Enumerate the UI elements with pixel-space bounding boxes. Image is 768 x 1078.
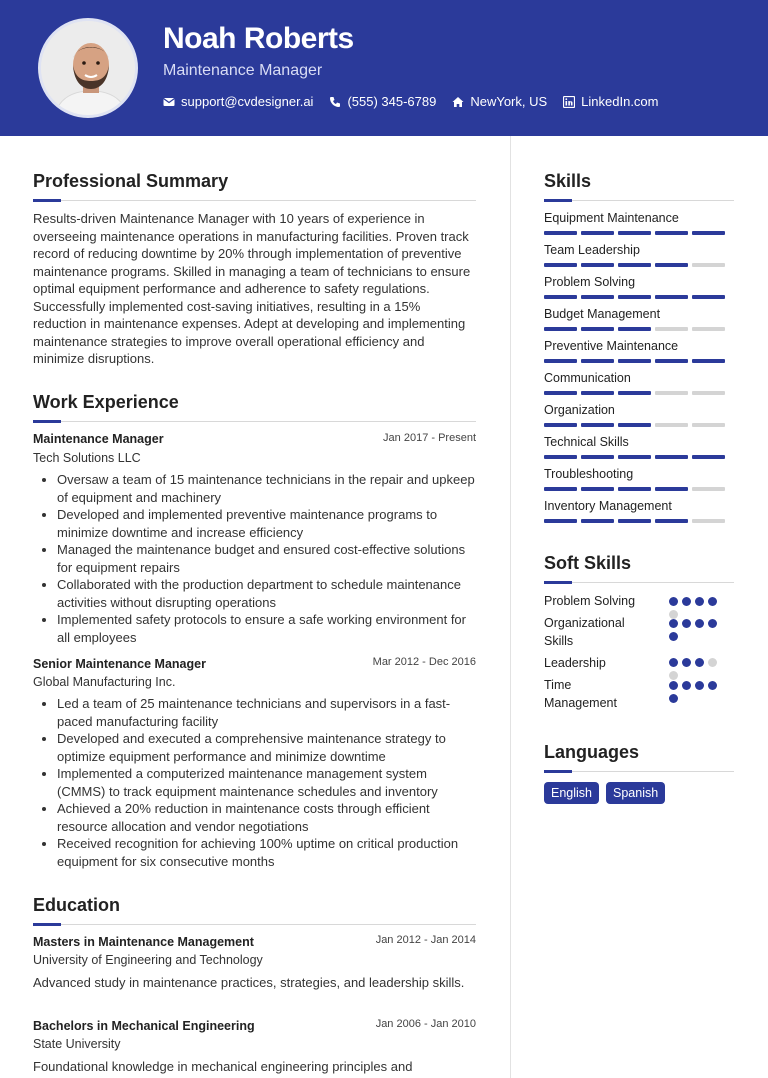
education-heading: Education <box>33 895 121 915</box>
skill-level-segment <box>581 295 614 299</box>
skill-level-segment <box>581 231 614 235</box>
skill-level-segment <box>544 391 577 395</box>
linkedin-text: LinkedIn.com <box>581 94 659 109</box>
list-item: • Implemented a computerized maintenance management system (CMMS) to track equipment maintenance schedules and inventory <box>57 765 476 800</box>
skill-name: Equipment Maintenance <box>544 211 679 225</box>
skill-level-segment <box>655 327 688 331</box>
skill-level-segment <box>618 455 651 459</box>
degree-title: Bachelors in Mechanical Engineering <box>33 1019 255 1033</box>
job-title: Senior Maintenance Manager <box>33 657 206 671</box>
column-divider <box>510 136 511 1078</box>
skill-level-bar <box>544 295 725 299</box>
skill-level-segment <box>692 263 725 267</box>
skill-level-segment <box>655 519 688 523</box>
summary-text: Results-driven Maintenance Manager with 10 years of experience in overseeing maintenance operations in manufacturing facilities. Proven track record of reducing downtime by 20% through implementation of preventive maintenance programs. Skilled in managing a team of technicians to ensure optimal equipment performance and adherence to safety regulations. Successfully implemented cost-saving initiatives, resulting in a 15% reduction in maintenance expenses. Adept at developing and implementing maintenance strategies to improve overall operational efficiency and minimize disruptions. <box>33 211 471 366</box>
skill-level-segment <box>655 455 688 459</box>
school-name: State University <box>33 1037 121 1051</box>
skill-level-dot <box>708 597 717 606</box>
skill-name: Preventive Maintenance <box>544 339 679 353</box>
skill-level-segment <box>692 231 725 235</box>
skill-level-segment <box>544 423 577 427</box>
skill-level-segment <box>544 359 577 363</box>
skill-level-segment <box>655 295 688 299</box>
contact-bar <box>163 94 659 109</box>
skill-name: Budget Management <box>544 307 661 321</box>
location-text: NewYork, US <box>470 94 548 109</box>
skill-level-bar <box>544 359 725 363</box>
degree-description: Foundational knowledge in mechanical engineering principles and <box>33 1059 413 1074</box>
skill-level-segment <box>692 327 725 331</box>
phone-text: (555) 345-6789 <box>347 94 437 109</box>
skill-level-segment <box>618 391 651 395</box>
section-accent <box>544 581 572 584</box>
skill-level-bar <box>544 231 725 235</box>
skill-level-dot <box>682 619 691 628</box>
skill-level-bar <box>544 487 725 491</box>
skill-level-dot <box>669 610 678 619</box>
contact-phone[interactable] <box>329 94 436 109</box>
skill-level-segment <box>618 263 651 267</box>
degree-dates: Jan 2006 - Jan 2010 <box>375 1018 476 1030</box>
skill-level-segment <box>581 487 614 491</box>
section-rule <box>33 421 476 422</box>
section-accent <box>544 770 572 773</box>
skill-level-segment <box>581 423 614 427</box>
skill-level-segment <box>618 519 651 523</box>
job-bullets <box>33 695 476 870</box>
skill-name: Communication <box>544 371 631 385</box>
envelope-icon <box>163 96 175 108</box>
skill-level-segment <box>581 391 614 395</box>
section-accent <box>33 923 61 926</box>
skill-level-segment <box>655 423 688 427</box>
linkedin-icon <box>563 96 575 108</box>
soft-skill-name: Time Management <box>544 678 617 710</box>
contact-email[interactable] <box>163 94 313 109</box>
skill-level-segment <box>692 423 725 427</box>
skill-level-segment <box>581 327 614 331</box>
soft-skill-dots <box>669 681 729 703</box>
skill-level-segment <box>618 359 651 363</box>
skill-level-segment <box>692 359 725 363</box>
skill-level-bar <box>544 327 725 331</box>
section-rule <box>33 924 476 925</box>
skill-level-segment <box>618 231 651 235</box>
section-rule <box>33 200 476 201</box>
skill-level-segment <box>618 487 651 491</box>
degree-title: Masters in Maintenance Management <box>33 935 254 949</box>
skill-level-dot <box>708 619 717 628</box>
section-rule <box>544 200 734 201</box>
soft-skill-dots <box>669 658 729 680</box>
skill-level-segment <box>655 391 688 395</box>
profile-photo <box>41 21 138 118</box>
skill-level-dot <box>695 658 704 667</box>
skill-level-segment <box>544 327 577 331</box>
list-item: • Received recognition for achieving 100% uptime on critical production equipment for six consecutive months <box>57 835 476 870</box>
candidate-title: Maintenance Manager <box>163 62 323 79</box>
skill-level-dot <box>695 597 704 606</box>
skill-level-bar <box>544 263 725 267</box>
list-item: • Led a team of 25 maintenance technicians and supervisors in a fast-paced manufacturing facility <box>57 695 476 730</box>
soft-skills-heading: Soft Skills <box>544 553 632 573</box>
skill-level-dot <box>695 619 704 628</box>
skill-level-dot <box>669 681 678 690</box>
section-accent <box>33 420 61 423</box>
skill-level-segment <box>692 295 725 299</box>
skill-level-dot <box>682 681 691 690</box>
skill-level-dot <box>669 694 678 703</box>
skill-level-segment <box>581 263 614 267</box>
skill-level-dot <box>708 681 717 690</box>
skill-level-segment <box>618 295 651 299</box>
degree-description: Advanced study in maintenance practices, strategies, and leadership skills. <box>33 975 465 990</box>
language-badge: Spanish <box>606 782 665 804</box>
soft-skill-name: Organizational Skills <box>544 616 625 648</box>
job-company: Tech Solutions LLC <box>33 451 141 465</box>
soft-skill-dots <box>669 597 729 619</box>
list-item: • Developed and implemented preventive maintenance programs to minimize downtime and increase efficiency <box>57 506 476 541</box>
skill-level-dot <box>669 658 678 667</box>
list-item: • Managed the maintenance budget and ensured cost-effective solutions for equipment repairs <box>57 541 476 576</box>
skill-name: Team Leadership <box>544 243 640 257</box>
skill-level-segment <box>618 423 651 427</box>
skill-level-segment <box>618 327 651 331</box>
list-item: • Oversaw a team of 15 maintenance technicians in the repair and upkeep of equipment and machinery <box>57 471 476 506</box>
skill-level-dot <box>682 597 691 606</box>
skill-level-bar <box>544 423 725 427</box>
skill-level-segment <box>581 519 614 523</box>
skill-level-dot <box>669 597 678 606</box>
header-banner <box>0 0 768 136</box>
school-name: University of Engineering and Technology <box>33 953 263 967</box>
list-item: • Achieved a 20% reduction in maintenance costs through efficient resource allocation and vendor negotiations <box>57 800 476 835</box>
list-item: • Implemented safety protocols to ensure a safe working environment for all employees <box>57 611 476 646</box>
phone-icon <box>329 96 341 108</box>
list-item: • Collaborated with the production department to schedule maintenance activities without disrupting operations <box>57 576 476 611</box>
skill-level-segment <box>544 263 577 267</box>
skill-level-segment <box>655 231 688 235</box>
skill-name: Organization <box>544 403 615 417</box>
candidate-name: Noah Roberts <box>163 22 354 55</box>
skill-level-segment <box>655 263 688 267</box>
skill-level-segment <box>544 487 577 491</box>
contact-location[interactable] <box>452 94 547 109</box>
job-dates: Jan 2017 - Present <box>383 432 476 444</box>
skill-level-segment <box>544 295 577 299</box>
skill-level-segment <box>655 359 688 363</box>
section-accent <box>33 199 61 202</box>
skill-level-segment <box>692 455 725 459</box>
job-dates: Mar 2012 - Dec 2016 <box>372 656 476 668</box>
skills-heading: Skills <box>544 171 592 191</box>
job-title: Maintenance Manager <box>33 432 164 446</box>
skill-name: Problem Solving <box>544 275 636 289</box>
job-company: Global Manufacturing Inc. <box>33 675 176 689</box>
contact-linkedin[interactable] <box>563 94 658 109</box>
skill-level-dot <box>669 671 678 680</box>
skill-level-segment <box>581 455 614 459</box>
skill-name: Troubleshooting <box>544 467 634 481</box>
section-accent <box>544 199 572 202</box>
skill-level-segment <box>581 359 614 363</box>
skill-name: Technical Skills <box>544 435 629 449</box>
summary-heading: Professional Summary <box>33 171 229 191</box>
skill-level-dot <box>708 658 717 667</box>
job-bullets <box>33 471 476 646</box>
section-rule <box>544 582 734 583</box>
skill-level-segment <box>692 487 725 491</box>
skill-level-bar <box>544 391 725 395</box>
skill-level-dot <box>669 619 678 628</box>
skill-level-segment <box>692 519 725 523</box>
skill-level-segment <box>544 455 577 459</box>
home-icon <box>452 96 464 108</box>
skill-level-segment <box>544 231 577 235</box>
experience-heading: Work Experience <box>33 392 179 412</box>
soft-skill-name: Leadership <box>544 656 606 670</box>
skill-name: Inventory Management <box>544 499 672 513</box>
skill-level-segment <box>692 391 725 395</box>
language-badge: English <box>544 782 599 804</box>
languages-heading: Languages <box>544 742 640 762</box>
skill-level-bar <box>544 455 725 459</box>
skill-level-segment <box>655 487 688 491</box>
skill-level-bar <box>544 519 725 523</box>
skill-level-segment <box>544 519 577 523</box>
email-text: support@cvdesigner.ai <box>181 94 314 109</box>
soft-skill-name: Problem Solving <box>544 594 636 608</box>
section-rule <box>544 771 734 772</box>
avatar <box>38 18 138 118</box>
skill-level-dot <box>695 681 704 690</box>
skill-level-dot <box>682 658 691 667</box>
degree-dates: Jan 2012 - Jan 2014 <box>375 934 476 946</box>
list-item: • Developed and executed a comprehensive maintenance strategy to optimize equipment performance and minimize downtime <box>57 730 476 765</box>
skill-level-dot <box>669 632 678 641</box>
soft-skill-dots <box>669 619 729 641</box>
